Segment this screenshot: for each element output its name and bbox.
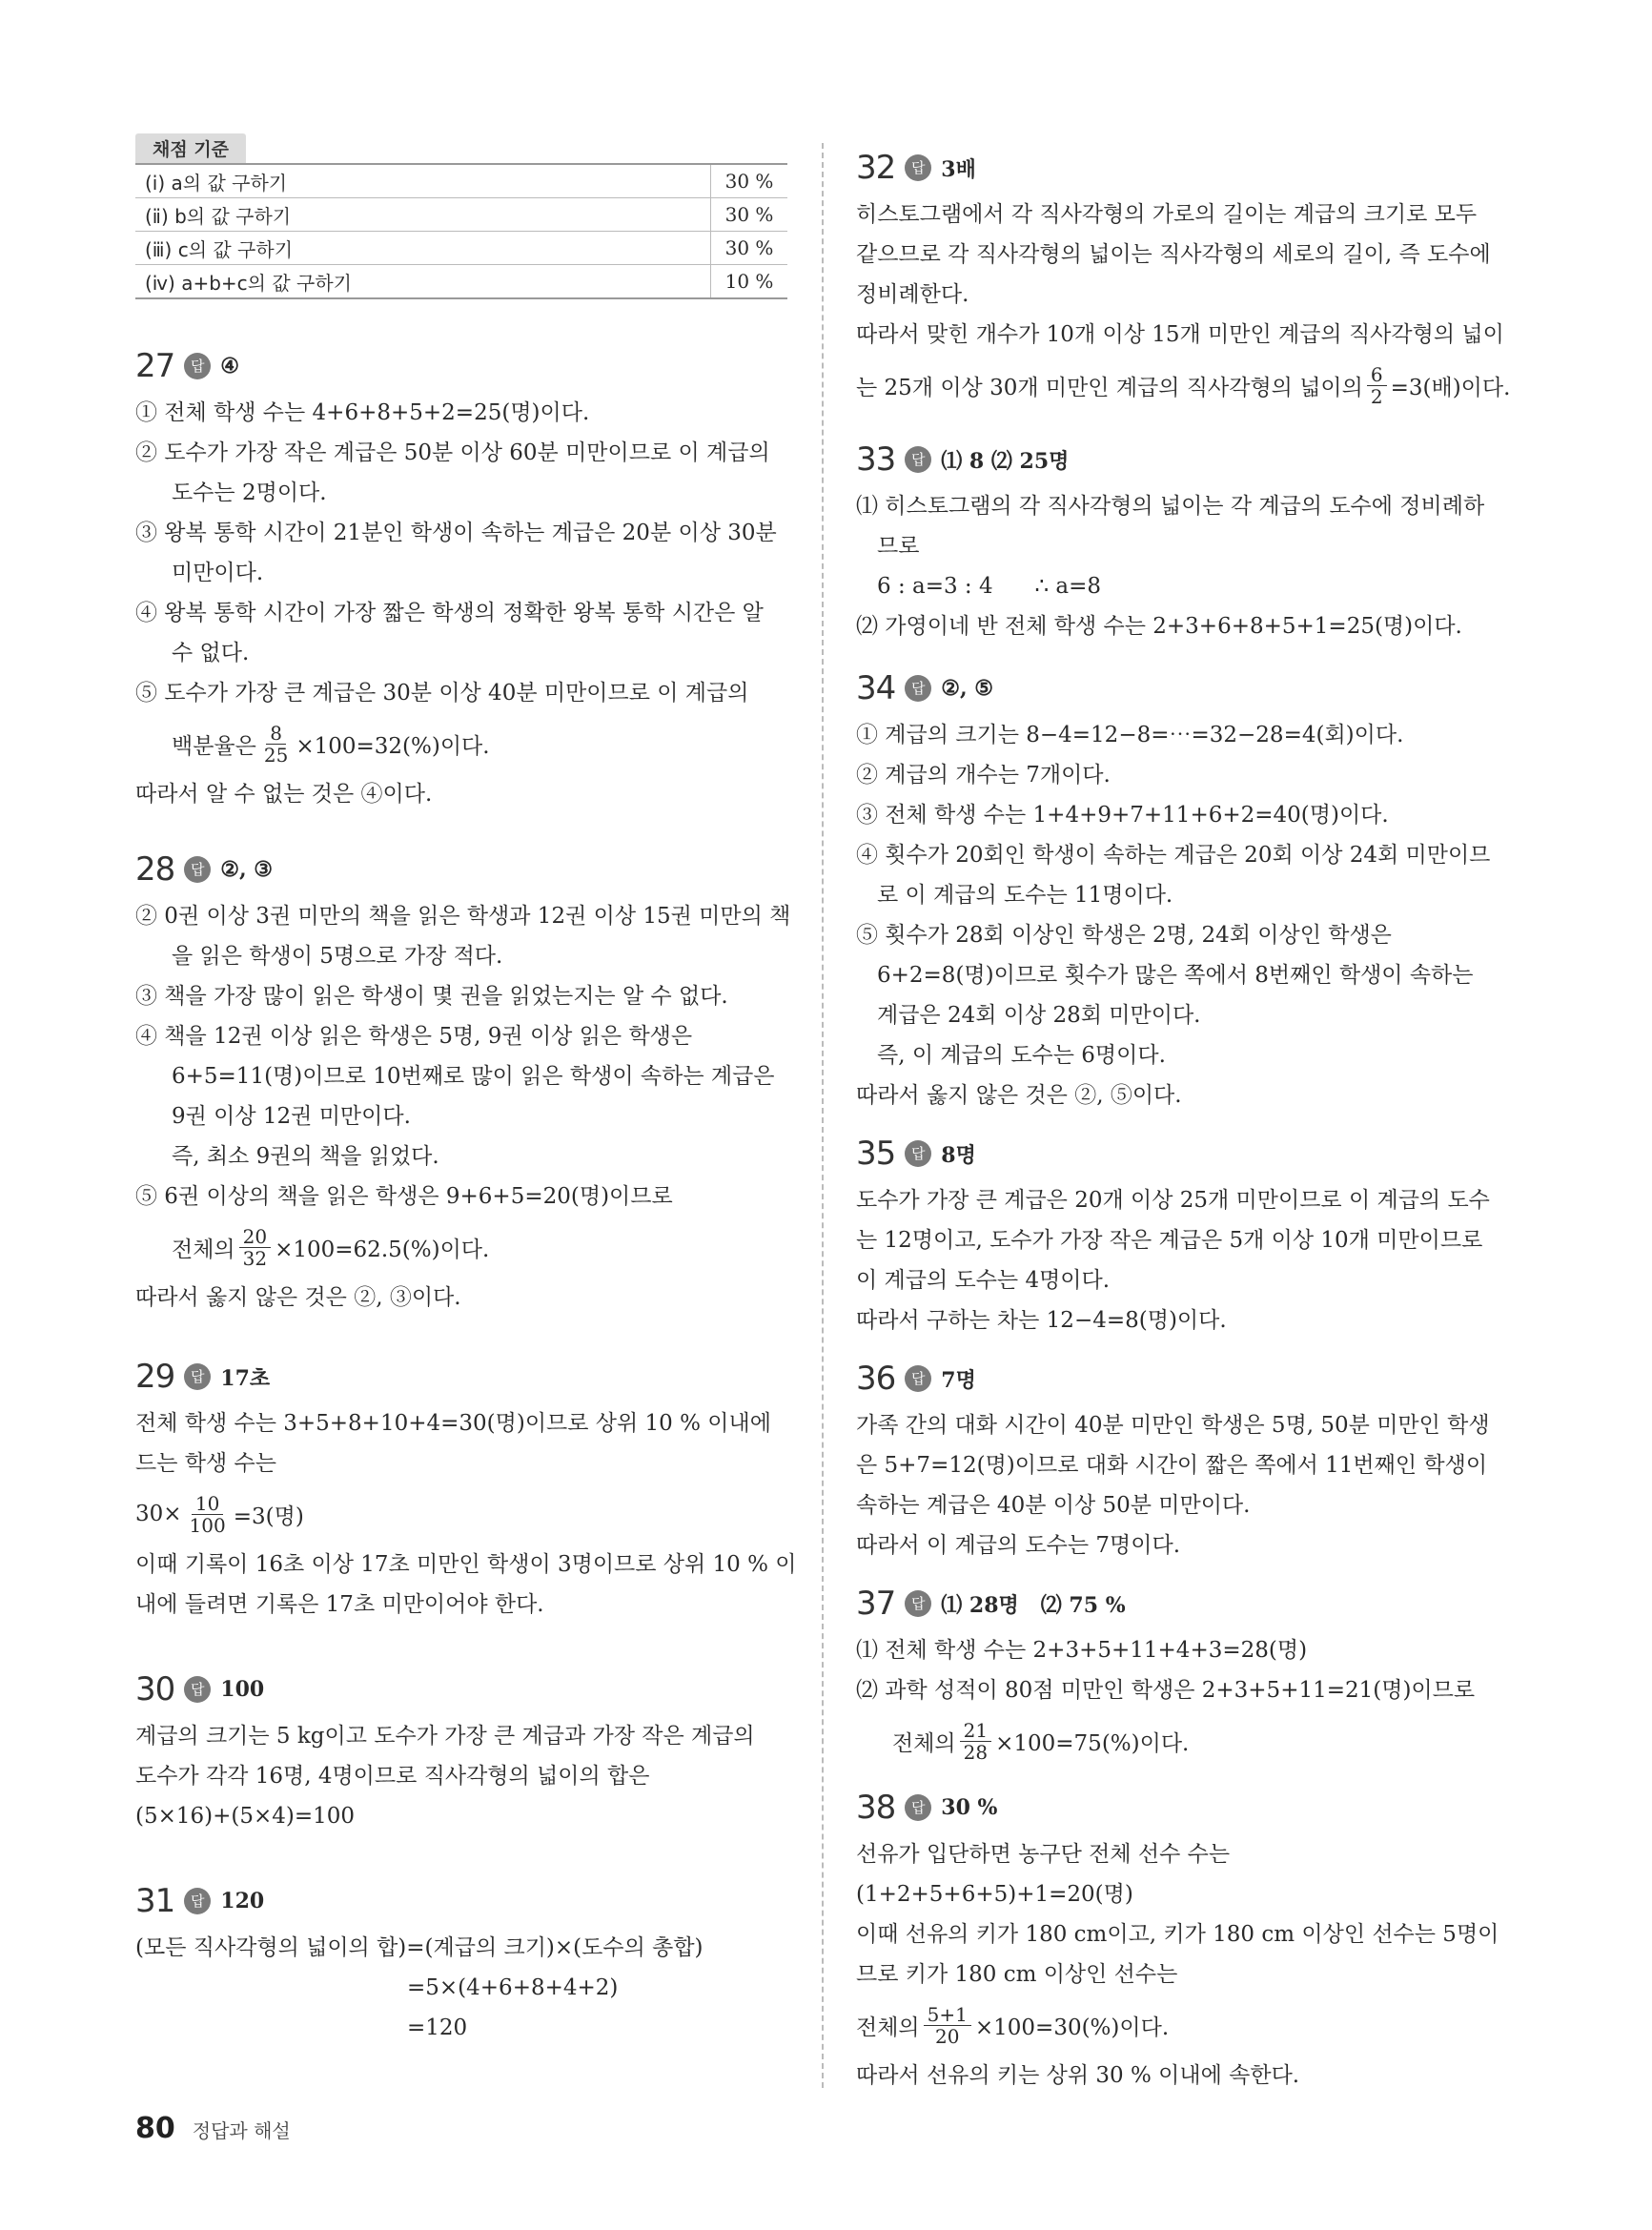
problem-number: 27 — [135, 347, 175, 385]
grading-percent: 10 % — [711, 265, 788, 299]
grading-table — [135, 163, 787, 299]
solution-line: ① 계급의 크기는 8−4=12−8=⋯=32−28=4(회)이다. — [856, 723, 1404, 747]
solution-line: ① 전체 학생 수는 4+6+8+5+2=25(명)이다. — [135, 400, 590, 425]
solution-line: 는 12명이고, 도수가 가장 작은 계급은 5개 이상 10개 미만이므로 — [856, 1228, 1483, 1253]
fraction-numerator: 20 — [239, 1226, 271, 1248]
fraction-line — [135, 1217, 787, 1278]
solution-line: 도수가 각각 16명, 4명이므로 직사각형의 넓이의 합은 — [135, 1764, 650, 1789]
table-row — [135, 265, 787, 299]
fraction-numerator: 8 — [266, 723, 286, 745]
solution-line: ③ 책을 가장 많이 읽은 학생이 몇 권을 읽었는지는 알 수 없다. — [135, 984, 728, 1009]
solution-line: ④ 횟수가 20회인 학생이 속하는 계급은 20회 이상 24회 미만이므 — [856, 843, 1491, 868]
solution-line: 따라서 옳지 않은 것은 ②, ③이다. — [135, 1285, 461, 1310]
table-row — [135, 232, 787, 265]
fraction-prefix: 전체의 — [172, 1237, 235, 1262]
solution-line: 따라서 맞힌 개수가 10개 이상 15개 미만인 계급의 직사각형의 넓이 — [856, 322, 1504, 347]
answer: 30 % — [941, 1795, 998, 1820]
grading-label: (ⅱ) b의 값 구하기 — [135, 198, 711, 232]
solution-line: ⑵ 가영이네 반 전체 학생 수는 2+3+6+8+5+1=25(명)이다. — [856, 614, 1462, 639]
grading-percent: 30 % — [711, 198, 788, 232]
answer: ④ — [220, 354, 239, 378]
problem-29-header — [135, 1350, 787, 1403]
answer-badge-icon: 답 — [184, 1363, 211, 1390]
answer: ⑴ 8 ⑵ 25명 — [941, 448, 1070, 474]
problem-number: 34 — [856, 669, 896, 707]
problem-37-header — [856, 1577, 1516, 1630]
problem-36-header — [856, 1352, 1516, 1405]
problem-number: 30 — [135, 1670, 175, 1708]
solution-line: 미만이다. — [172, 561, 264, 585]
fraction-denominator: 28 — [963, 1740, 989, 1764]
answer-badge-icon: 답 — [905, 675, 931, 702]
problem-number: 35 — [856, 1135, 896, 1173]
solution-line: 가족 간의 대화 시간이 40분 미만인 학생은 5명, 50분 미만인 학생 — [856, 1413, 1490, 1438]
solution-line: =5×(4+6+8+4+2) — [407, 1975, 619, 2000]
grading-percent: 30 % — [711, 232, 788, 265]
answer: 17초 — [220, 1365, 271, 1391]
solution-line: ④ 왕복 통학 시간이 가장 짧은 학생의 정확한 왕복 통학 시간은 알 — [135, 601, 764, 625]
solution-line: (1+2+5+6+5)+1=20(명) — [856, 1882, 1133, 1907]
fraction — [260, 723, 292, 766]
grading-title: 채점 기준 — [135, 133, 246, 163]
solution-line: 전체 학생 수는 3+5+8+10+4=30(명)이므로 상위 10 % 이내에 — [135, 1411, 771, 1436]
right-column — [856, 133, 1516, 2096]
fraction-prefix: 전체의 — [856, 2015, 920, 2040]
solution-line: 즉, 이 계급의 도수는 6명이다. — [877, 1043, 1166, 1068]
solution-line: 히스토그램에서 각 직사각형의 가로의 길이는 계급의 크기로 모두 — [856, 202, 1478, 227]
solution-line: 따라서 이 계급의 도수는 7명이다. — [856, 1533, 1181, 1558]
solution-line: 이 계급의 도수는 4명이다. — [856, 1268, 1111, 1293]
fraction-prefix: 30× — [135, 1502, 182, 1526]
solution-line: 9권 이상 12권 미만이다. — [172, 1104, 411, 1129]
fraction-denominator: 25 — [263, 743, 289, 767]
page-footer — [135, 2112, 291, 2145]
solution-line: 따라서 옳지 않은 것은 ②, ⑤이다. — [856, 1083, 1182, 1108]
solution-line: =120 — [407, 2015, 468, 2040]
fraction-denominator: 32 — [242, 1246, 268, 1270]
problem-number: 33 — [856, 440, 896, 479]
answer: 3배 — [941, 156, 976, 182]
solution-line: 계급의 크기는 5 kg이고 도수가 가장 큰 계급과 가장 작은 계급의 — [135, 1724, 755, 1749]
answer-badge-icon: 답 — [905, 446, 931, 473]
fraction-numerator: 5+1 — [924, 2004, 971, 2026]
answer: ②, ⑤ — [941, 676, 994, 701]
answer: 100 — [220, 1677, 265, 1702]
fraction-suffix: ×100=62.5(%)이다. — [275, 1237, 490, 1262]
answer: 8명 — [941, 1142, 976, 1168]
page-number: 80 — [135, 2112, 175, 2145]
fraction-suffix: ×100=30(%)이다. — [974, 2015, 1170, 2040]
grading-percent: 30 % — [711, 164, 788, 198]
fraction — [924, 2004, 971, 2047]
solution-line: 따라서 알 수 없는 것은 ④이다. — [135, 782, 433, 807]
solution-line: 즉, 최소 9권의 책을 읽었다. — [172, 1144, 439, 1169]
fraction-denominator: 20 — [935, 2024, 960, 2048]
solution-line: 므로 — [877, 534, 920, 559]
fraction-denominator: 100 — [189, 1513, 226, 1537]
answer-badge-icon: 답 — [905, 1365, 931, 1392]
problem-number: 37 — [856, 1585, 896, 1623]
answer-badge-icon: 답 — [905, 1590, 931, 1617]
fraction-line — [856, 1710, 1516, 1771]
solution-line: ② 도수가 가장 작은 계급은 50분 이상 60분 미만이므로 이 계급의 — [135, 440, 770, 465]
fraction-denominator: 2 — [1370, 384, 1383, 408]
problem-38-header — [856, 1781, 1516, 1834]
problem-32-header — [856, 141, 1516, 194]
solution-line: 내에 들려면 기록은 17초 미만이어야 한다. — [135, 1592, 544, 1617]
fraction-prefix: 백분율은 — [172, 733, 256, 759]
answer-badge-icon: 답 — [184, 353, 211, 379]
grading-label: (ⅲ) c의 값 구하기 — [135, 232, 711, 265]
solution-line: ③ 왕복 통학 시간이 21분인 학생이 속하는 계급은 20분 이상 30분 — [135, 521, 777, 545]
grading-label: (ⅰ) a의 값 구하기 — [135, 164, 711, 198]
solution-line: 따라서 선유의 키는 상위 30 % 이내에 속한다. — [856, 2063, 1300, 2088]
fraction — [186, 1493, 230, 1536]
solution-line: ② 계급의 개수는 7개이다. — [856, 763, 1111, 788]
solution-line: 속하는 계급은 40분 이상 50분 미만이다. — [856, 1493, 1251, 1518]
problem-number: 31 — [135, 1882, 175, 1920]
answer: 120 — [220, 1889, 265, 1913]
fraction-suffix: ×100=75(%)이다. — [995, 1730, 1190, 1756]
solution-line: (모든 직사각형의 넓이의 합)=(계급의 크기)×(도수의 총합) — [135, 1935, 704, 1960]
solution-line: 로 이 계급의 도수는 11명이다. — [877, 883, 1173, 908]
fraction-numerator: 10 — [192, 1493, 223, 1515]
solution-line: 이때 기록이 16초 이상 17초 미만인 학생이 3명이므로 상위 10 % 이 — [135, 1552, 797, 1577]
solution-line: ⑴ 히스토그램의 각 직사각형의 넓이는 각 계급의 도수에 정비례하 — [856, 494, 1485, 519]
answer-badge-icon: 답 — [905, 1140, 931, 1167]
fraction-line — [856, 355, 1516, 416]
fraction-line — [135, 713, 787, 774]
answer: 7명 — [941, 1367, 976, 1393]
problem-31-header — [135, 1874, 787, 1928]
problem-35-header — [856, 1127, 1516, 1180]
solution-line: 따라서 구하는 차는 12−4=8(명)이다. — [856, 1308, 1227, 1333]
solution-line: (5×16)+(5×4)=100 — [135, 1804, 356, 1829]
fraction-numerator: 6 — [1367, 364, 1387, 386]
problem-number: 32 — [856, 149, 896, 187]
left-column — [135, 133, 797, 2048]
solution-line: ③ 전체 학생 수는 1+4+9+7+11+6+2=40(명)이다. — [856, 803, 1389, 828]
solution-line: 선유가 입단하면 농구단 전체 선수 수는 — [856, 1842, 1231, 1867]
answer-badge-icon: 답 — [184, 1888, 211, 1914]
answer-badge-icon: 답 — [905, 1794, 931, 1821]
fraction-line — [856, 1995, 1516, 2056]
fraction-suffix: =3(명) — [233, 1504, 304, 1529]
table-row — [135, 198, 787, 232]
answer-badge-icon: 답 — [905, 154, 931, 181]
problem-27-header — [135, 339, 787, 393]
problem-number: 38 — [856, 1789, 896, 1827]
fraction — [239, 1226, 271, 1269]
solution-line: ⑵ 과학 성적이 80점 미만인 학생은 2+3+5+11=21(명)이므로 — [856, 1678, 1476, 1703]
solution-line: 수 없다. — [172, 641, 250, 665]
solution-line: ⑤ 6권 이상의 책을 읽은 학생은 9+6+5=20(명)이므로 — [135, 1184, 673, 1209]
solution-line: ⑤ 도수가 가장 큰 계급은 30분 이상 40분 미만이므로 이 계급의 — [135, 681, 749, 706]
problem-number: 29 — [135, 1358, 175, 1396]
solution-line: 므로 키가 180 cm 이상인 선수는 — [856, 1962, 1178, 1987]
answer: ②, ③ — [220, 857, 274, 882]
fraction — [960, 1720, 991, 1763]
answer: ⑴ 28명 ⑵ 75 % — [941, 1592, 1126, 1618]
solution-line: 을 읽은 학생이 5명으로 가장 적다. — [172, 944, 503, 969]
solution-line: 드는 학생 수는 — [135, 1451, 276, 1476]
fraction — [1367, 364, 1387, 407]
solution-line: 은 5+7=12(명)이므로 대화 시간이 짧은 쪽에서 11번째인 학생이 — [856, 1453, 1488, 1478]
solution-line: 정비례한다. — [856, 282, 969, 307]
solution-line: 같으므로 각 직사각형의 넓이는 직사각형의 세로의 길이, 즉 도수에 — [856, 242, 1491, 267]
solution-line: ⑴ 전체 학생 수는 2+3+5+11+4+3=28(명) — [856, 1638, 1308, 1663]
fraction-prefix: 는 25개 이상 30개 미만인 계급의 직사각형의 넓이의 — [856, 375, 1363, 400]
answer-badge-icon: 답 — [184, 1676, 211, 1703]
column-divider — [822, 143, 824, 2088]
solution-line: ④ 책을 12권 이상 읽은 학생은 5명, 9권 이상 읽은 학생은 — [135, 1024, 693, 1049]
solution-line: 6 : a=3 : 4 ∴ a=8 — [877, 574, 1102, 599]
solution-line: ⑤ 횟수가 28회 이상인 학생은 2명, 24회 이상인 학생은 — [856, 923, 1392, 948]
problem-28-header — [135, 843, 787, 896]
fraction-prefix: 전체의 — [892, 1730, 956, 1756]
solution-line: 6+2=8(명)이므로 횟수가 많은 쪽에서 8번째인 학생이 속하는 — [877, 963, 1474, 988]
solution-line: 계급은 24회 이상 28회 미만이다. — [877, 1003, 1201, 1028]
solution-line: ② 0권 이상 3권 미만의 책을 읽은 학생과 12권 이상 15권 미만의 책 — [135, 904, 791, 929]
problem-number: 28 — [135, 850, 175, 889]
problem-33-header — [856, 433, 1516, 486]
solution-line: 도수는 2명이다. — [172, 481, 327, 505]
fraction-line — [135, 1483, 787, 1545]
grading-criteria — [135, 133, 787, 299]
answer-badge-icon: 답 — [184, 856, 211, 883]
problem-30-header — [135, 1663, 787, 1716]
grading-label: (ⅳ) a+b+c의 값 구하기 — [135, 265, 711, 299]
table-row — [135, 164, 787, 198]
problem-34-header — [856, 662, 1516, 715]
solution-line: 6+5=11(명)이므로 10번째로 많이 읽은 학생이 속하는 계급은 — [172, 1064, 775, 1089]
problem-number: 36 — [856, 1360, 896, 1398]
solution-line: 도수가 가장 큰 계급은 20개 이상 25개 미만이므로 이 계급의 도수 — [856, 1188, 1490, 1213]
fraction-suffix: ×100=32(%)이다. — [296, 733, 490, 759]
fraction-suffix: =3(배)이다. — [1390, 375, 1511, 400]
solution-line: 이때 선유의 키가 180 cm이고, 키가 180 cm 이상인 선수는 5명이 — [856, 1922, 1499, 1947]
fraction-numerator: 21 — [960, 1720, 991, 1742]
page-label: 정답과 해설 — [192, 2119, 291, 2142]
